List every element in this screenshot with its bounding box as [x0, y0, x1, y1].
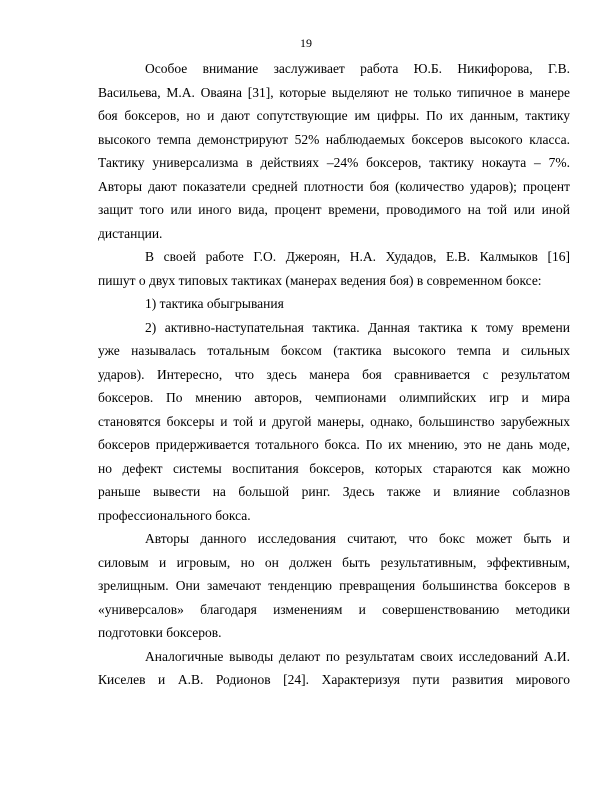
paragraph [98, 316, 570, 528]
text-line: Авторы дают показатели средней плотности боя (количество ударов); процент [98, 178, 570, 194]
text-line: становятся боксеры и той и другой манеры, однако, большинство зарубежных [98, 413, 570, 429]
text-line: В своей работе Г.О. Джероян, Н.А. Худадов, Е.В. Калмыков [16] [145, 249, 570, 264]
text-line: Васильева, М.А. Оваяна [31], которые выделяют не только типичное в манере [98, 84, 570, 100]
page-number: 19 [300, 36, 312, 50]
text-line: Тактику универсализма в действиях –24% боксеров, тактику нокаута – 7%. [98, 155, 570, 170]
text-line: подготовки боксеров. [98, 625, 222, 640]
paragraph [98, 245, 570, 292]
text-line: боксеров. По мнению авторов, чемпионами олимпийских игр и мира [98, 390, 570, 405]
text-line: Особое внимание заслуживает работа Ю.Б. Никифорова, Г.В. [145, 61, 570, 76]
text-line: ударов). Интересно, что здесь манера боя сравнивается с результатом [98, 366, 570, 382]
text-line: профессионального бокса. [98, 507, 251, 523]
text-line: 2) активно-наступательная тактика. Данная тактика к тому времени [145, 319, 570, 335]
text-line: Киселев и А.В. Родионов [24]. Характеризуя пути развития мирового [98, 672, 570, 687]
text-line: силовым и игровым, но он должен быть результативным, эффективным, [98, 554, 570, 570]
text-line: зрелищным. Они замечают тенденцию превращения большинства боксеров в [98, 578, 570, 593]
text-line: раньше вывести на большой ринг. Здесь также и влияние соблазнов [98, 484, 570, 499]
document-body [98, 57, 570, 692]
text-line: пишут о двух типовых тактиках (манерах ведения боя) в современном боксе: [98, 272, 542, 288]
paragraph [98, 292, 570, 316]
text-line: дистанции. [98, 225, 163, 241]
paragraph [98, 527, 570, 645]
paragraph [98, 57, 570, 245]
text-line: Аналогичные выводы делают по результатам своих исследований А.И. [145, 648, 570, 664]
text-line: высокого темпа демонстрируют 52% наблюдаемых боксеров высокого класса. [98, 131, 570, 147]
text-line: Авторы данного исследования считают, что бокс может быть и [145, 531, 570, 546]
text-line: защит того или иного вида, процент времени, проводимого на той или иной [98, 202, 570, 217]
text-line: уже называлась тотальным боксом (тактика высокого темпа и сильных [98, 343, 570, 358]
text-line: боксеров придерживается тотального бокса. По их мнению, это не дань моде, [98, 437, 570, 452]
paragraph [98, 645, 570, 692]
text-line: но дефект системы воспитания боксеров, которых стараются как можно [98, 460, 570, 476]
text-line: «универсалов» благодаря изменениям и совершенствованию методики [98, 601, 570, 617]
text-line: боя боксеров, но и дают сопутствующие им цифры. По их данным, тактику [98, 108, 570, 123]
text-line: 1) тактика обыгрывания [145, 296, 284, 311]
